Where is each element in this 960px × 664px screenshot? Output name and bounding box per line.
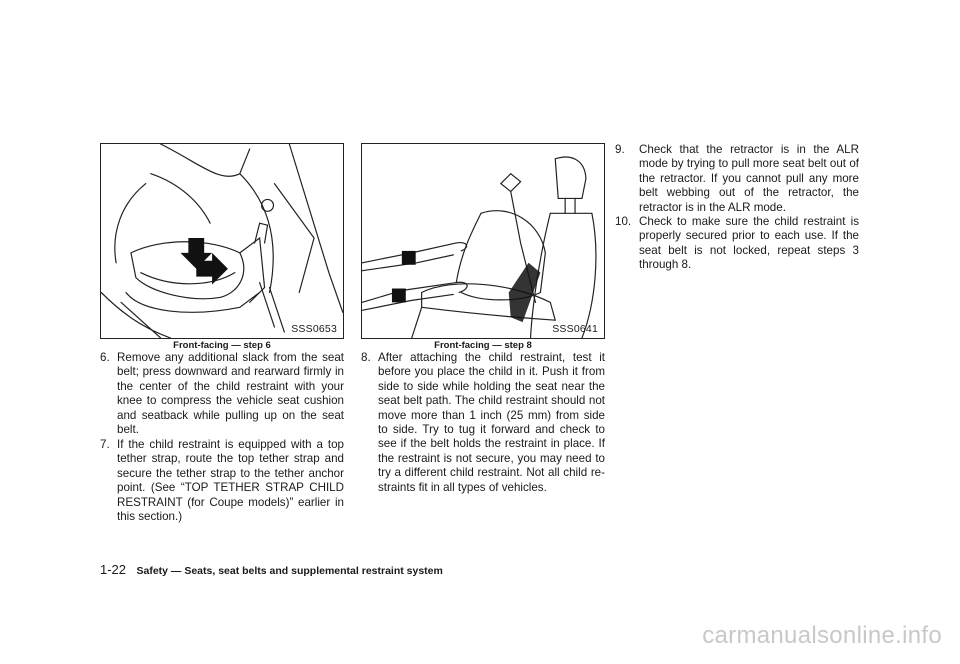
step-text: After attaching the child restraint, test it before you place the child in it. Push it from side to side while holding the seat near the seat belt path. The child restraint should not move more than 1 inch (25 mm) from side to side. Try to tug it forward and check to see if the belt holds the restraint in place. If the restraint is not secure, you may need to try a different child restraint. Not all child re-straints fit in all types of vehicles. bbox=[378, 351, 605, 494]
step-10 bbox=[615, 215, 859, 273]
illustration-test-restraint bbox=[362, 144, 604, 338]
step-number: 7. bbox=[100, 438, 110, 451]
page-number: 1-22 bbox=[100, 562, 127, 577]
step-6 bbox=[100, 351, 344, 437]
step-number: 8. bbox=[361, 351, 371, 364]
illustration-knee-press-seat bbox=[101, 144, 343, 338]
section-title: Safety — Seats, seat belts and supplemental restraint system bbox=[136, 565, 443, 577]
step-8 bbox=[361, 351, 605, 495]
figure-step-8 bbox=[361, 143, 605, 339]
step-number: 6. bbox=[100, 351, 110, 364]
figure-code: SSS0653 bbox=[291, 323, 337, 335]
step-text: Remove any additional slack from the seat belt; press downward and rearward firmly in the center of the child restraint with your knee to compress the vehicle seat cushion and seatback while pulling up on the seat belt. bbox=[117, 351, 344, 437]
step-number: 10. bbox=[615, 215, 632, 228]
watermark: carmanualsonline.info bbox=[702, 622, 942, 649]
step-text: Check that the retractor is in the ALR mode by trying to pull more seat belt out of the retractor. If you cannot pull any more belt webbing out of the retractor, the retractor is in the ALR mode. bbox=[639, 143, 859, 214]
figure-caption: Front-facing — step 8 bbox=[434, 340, 532, 351]
step-7 bbox=[100, 438, 344, 524]
figure-step-6 bbox=[100, 143, 344, 339]
figure-caption: Front-facing — step 6 bbox=[173, 340, 271, 351]
figure-code: SSS0641 bbox=[552, 323, 598, 335]
page-footer bbox=[100, 561, 443, 579]
step-text: If the child restraint is equipped with a top tether strap, route the top tether strap and secure the tether strap to the tether anchor point. (See “TOP TETHER STRAP CHILD RESTRAINT (for Coupe models)” earlier in this section.) bbox=[117, 438, 344, 524]
step-text: Check to make sure the child restraint is properly secured prior to each use. If the seat belt is not locked, repeat steps 3 through 8. bbox=[639, 215, 859, 272]
step-9 bbox=[615, 143, 859, 215]
step-number: 9. bbox=[615, 143, 625, 156]
